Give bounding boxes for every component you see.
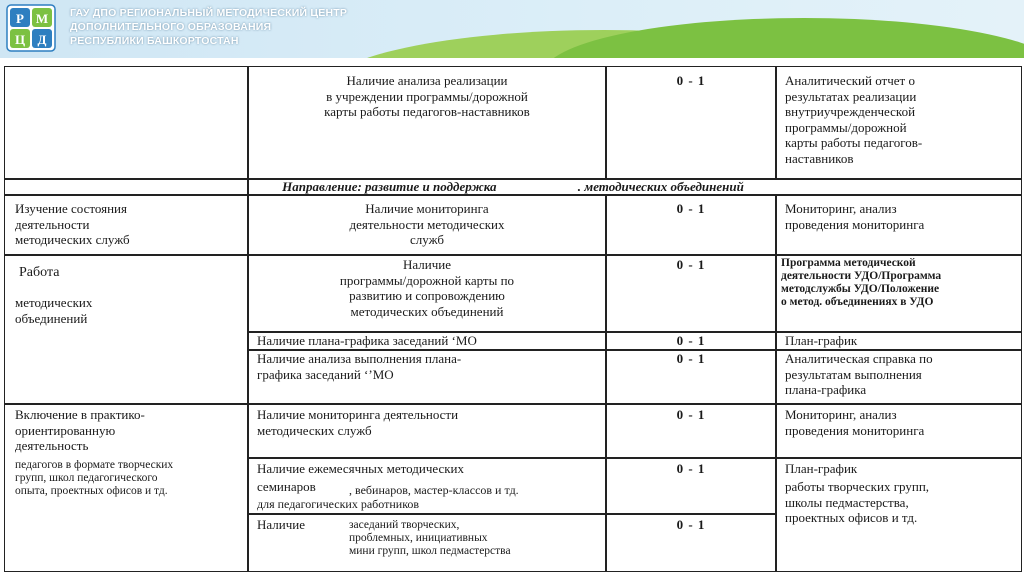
organization-name bbox=[70, 6, 347, 48]
rmc-logo bbox=[6, 4, 56, 52]
row3-criterion: Наличие программы/дорожной карты по развитию и сопровождению методических объединений bbox=[339, 257, 515, 319]
row1-criterion: Наличие анализа реализации в учреждении программы/дорожной карты работы педагогов-наставников bbox=[324, 73, 530, 119]
row1-score: 0 - 1 bbox=[676, 73, 706, 88]
row7-criterion-line2b: , вебинаров, мастер-классов и тд. bbox=[349, 483, 519, 497]
direction-heading: Направление: развитие и поддержка . методических объединений bbox=[282, 179, 744, 194]
row2-score: 0 - 1 bbox=[676, 201, 706, 216]
criteria-table bbox=[4, 66, 1022, 572]
row4-criterion: Наличие плана-графика заседаний ‘МО bbox=[257, 333, 477, 348]
row3-score: 0 - 1 bbox=[676, 257, 706, 272]
row8-score: 0 - 1 bbox=[676, 517, 706, 532]
row3-area: методических объединений bbox=[15, 295, 93, 326]
row4-evidence: План-график bbox=[785, 333, 858, 348]
row-divider-7 bbox=[247, 513, 775, 515]
row-divider-2 bbox=[5, 254, 1021, 256]
org-line-3: РЕСПУБЛИКИ БАШКОРТОСТАН bbox=[70, 35, 239, 47]
row-divider-5 bbox=[5, 403, 1021, 405]
col-divider-3a bbox=[775, 67, 777, 178]
row6-area: Включение в практико- ориентированную деятельность bbox=[15, 407, 145, 453]
logo-letter-ts: Ц bbox=[14, 32, 26, 47]
row1-evidence: Аналитический отчет о результатах реализации внутриучрежденческой программы/дорожной карты работы педагогов- наставников bbox=[785, 73, 923, 166]
row7-evidence-title: План-график bbox=[785, 461, 858, 476]
row8-criterion-label: Наличие bbox=[257, 517, 305, 532]
row2-evidence: Мониторинг, анализ проведения мониторинга bbox=[785, 201, 925, 232]
row6-criterion: Наличие мониторинга деятельности методических служб bbox=[257, 407, 459, 438]
logo-letter-m: М bbox=[35, 11, 49, 26]
row-divider-6 bbox=[247, 457, 1021, 459]
row2-criterion: Наличие мониторинга деятельности методических служб bbox=[349, 201, 505, 247]
row4-score: 0 - 1 bbox=[676, 333, 706, 348]
row3-area-title: Работа bbox=[19, 265, 60, 280]
row7-criterion-line3: для педагогических работников bbox=[257, 497, 420, 511]
row6-score: 0 - 1 bbox=[676, 407, 706, 422]
row7-evidence: работы творческих групп, школы педмастерства, проектных офисов и тд. bbox=[785, 479, 930, 525]
row6-area-detail: педагогов в формате творческих групп, школ педагогического опыта, проектных офисов и тд. bbox=[15, 459, 174, 497]
row8-criterion: заседаний творческих, проблемных, инициативных мини групп, школ педмастерства bbox=[349, 519, 511, 557]
row7-criterion-line2a: семинаров bbox=[257, 479, 316, 494]
row2-area: Изучение состояния деятельности методических служб bbox=[15, 201, 130, 247]
col-divider-1 bbox=[247, 67, 249, 571]
logo-letter-r: Р bbox=[16, 11, 24, 26]
logo-letter-d: Д bbox=[37, 32, 47, 47]
row7-criterion-line1: Наличие ежемесячных методических bbox=[257, 461, 465, 476]
header-hill-decoration-front bbox=[544, 18, 1024, 58]
row5-score: 0 - 1 bbox=[676, 351, 706, 366]
org-line-2: ДОПОЛНИТЕЛЬНОГО ОБРАЗОВАНИЯ bbox=[70, 21, 272, 33]
row5-criterion: Наличие анализа выполнения плана- графика заседаний ‘’МО bbox=[257, 351, 462, 382]
row6-evidence: Мониторинг, анализ проведения мониторинга bbox=[785, 407, 925, 438]
org-line-1: ГАУ ДПО РЕГИОНАЛЬНЫЙ МЕТОДИЧЕСКИЙ ЦЕНТР bbox=[70, 7, 348, 19]
col-divider-3b bbox=[775, 194, 777, 571]
header-band bbox=[0, 0, 1024, 58]
row3-evidence: Программа методической деятельности УДО/Программа методслужбы УДО/Положение о метод. объединениях в УДО bbox=[781, 257, 942, 308]
row7-score: 0 - 1 bbox=[676, 461, 706, 476]
row5-evidence: Аналитическая справка по результатам выполнения плана-графика bbox=[785, 351, 933, 397]
